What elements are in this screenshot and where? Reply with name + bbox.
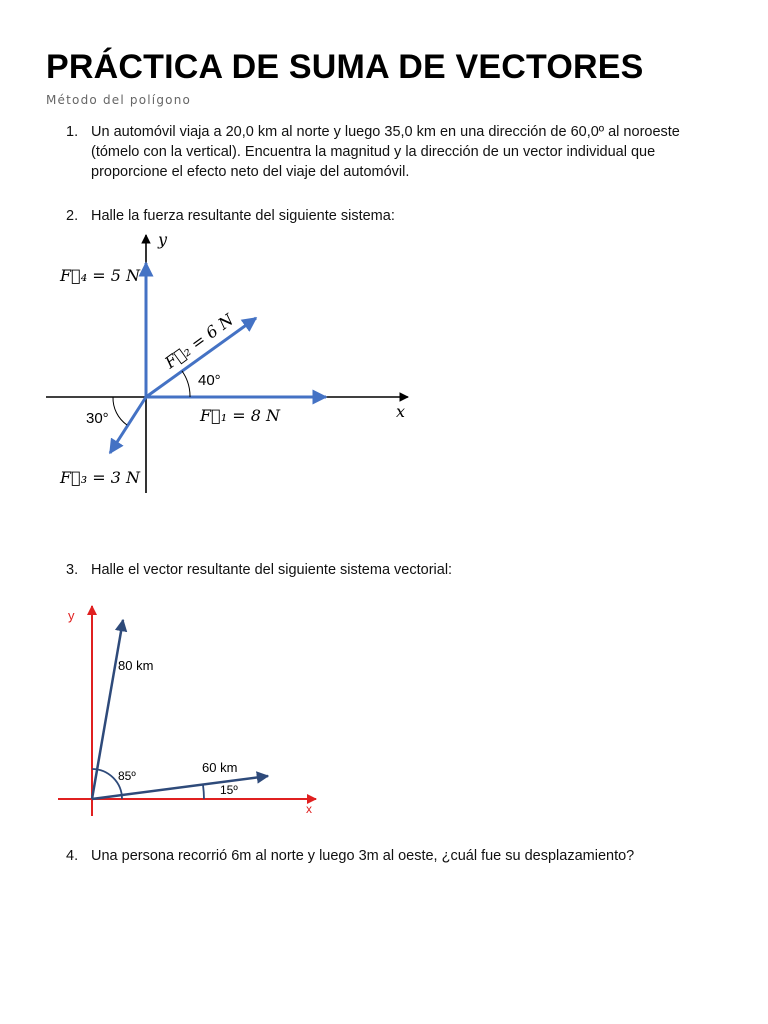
question-number: 3. (66, 562, 79, 578)
f3-label: F⃗₃ = 3 N (60, 468, 140, 487)
angle-arc-f2 (182, 371, 190, 397)
x-axis-label: x (396, 402, 406, 421)
page-title: PRÁCTICA DE SUMA DE VECTORES (46, 48, 644, 86)
y-axis-label: y (68, 608, 75, 623)
question-text: Un automóvil viaja a 20,0 km al norte y luego 35,0 km en una dirección de 60,0º al noroeste (tómelo con la vertical). Encuentra la magnitud y la dirección de un vector individual que proporcione el efecto neto del viaje del automóvil. (91, 124, 680, 180)
angle-arc-f3 (113, 397, 127, 425)
angle-v2-label: 15º (220, 783, 238, 797)
vector-diagram (56, 598, 336, 820)
question-number: 2. (66, 208, 79, 224)
force-diagram (40, 225, 440, 505)
question-number: 4. (66, 848, 79, 864)
page-subtitle: Método del polígono (46, 93, 192, 107)
question-text: Halle la fuerza resultante del siguiente sistema: (91, 208, 395, 224)
f4-label: F⃗₄ = 5 N (60, 266, 140, 285)
f2-label: F⃗₂ = 6 N (161, 309, 238, 373)
angle-v1-label: 85º (118, 769, 136, 783)
angle-f3-label: 30° (86, 410, 109, 427)
f1-label: F⃗₁ = 8 N (200, 406, 280, 425)
vector-f3 (110, 397, 146, 453)
v1-label: 80 km (118, 658, 154, 673)
v2-label: 60 km (202, 760, 238, 775)
y-axis-label: y (158, 230, 168, 249)
question-number: 1. (66, 124, 79, 140)
angle-arc-60km (203, 785, 204, 799)
question-text: Halle el vector resultante del siguiente sistema vectorial: (91, 562, 453, 578)
angle-f2-label: 40° (198, 372, 221, 389)
question-text: Una persona recorrió 6m al norte y luego 3m al oeste, ¿cuál fue su desplazamiento? (91, 848, 635, 864)
x-axis-label: x (306, 802, 312, 816)
